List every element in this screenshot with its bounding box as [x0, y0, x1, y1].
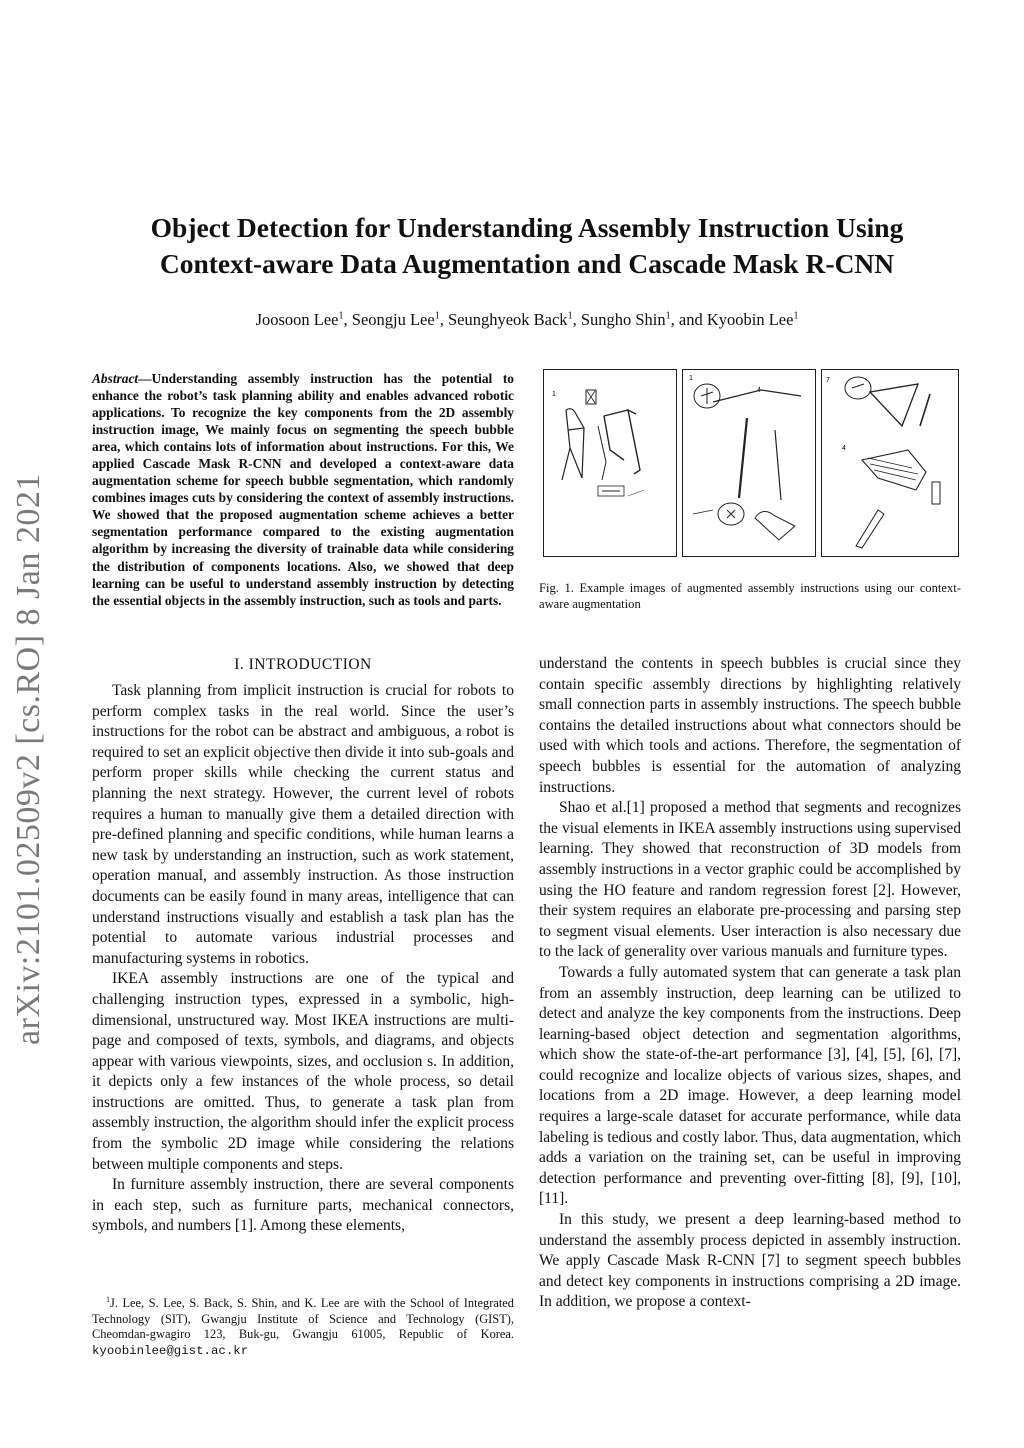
author-separator: , and: [670, 310, 707, 329]
footnote-email: kyoobinlee@gist.ac.kr: [92, 1343, 249, 1358]
abstract-text: Understanding assembly instruction has the potential to enhance the robot’s task planning ability and enables advanced robotic applications. To recognize the key components from the 2D assembly instruction image, We mainly focus on segmenting the speech bubble area, which contains lots of information about instructions. For this, We applied Cascade Mask R-CNN and developed a context-aware data augmentation scheme for speech bubble segmentation, which randomly combines images cuts by considering the context of assembly instructions. We showed that the proposed augmentation scheme achieves a better segmentation performance compared to the existing augmentation algorithm by increasing the diversity of trainable data while considering the distribution of components locations. Also, we showed that deep learning can be useful to understand assembly instruction by detecting the essential objects in the assembly instruction, such as tools and parts.: [92, 371, 514, 608]
author-affiliation-mark: 1: [567, 310, 573, 322]
paper-title: [100, 210, 954, 282]
footnote-mark: 1: [106, 1295, 110, 1304]
abstract: [92, 370, 514, 609]
author-separator: ,: [343, 310, 352, 329]
author-list: [100, 310, 954, 330]
body-paragraph: IKEA assembly instructions are one of the typical and challenging instruction types, expressed in a symbolic, high-dimensional, unstructured way. Most IKEA instructions are multi-page and composed of texts, symbols, and diagrams, and objects appear with various viewpoints, sizes, and occlusion s. In addition, it depicts only a few instances of the whole process, so detail instructions are omitted. Thus, to generate a task plan from assembly instruction, the algorithm should infer the explicit process from the symbolic 2D image while considering the relations between multiple components and steps.: [92, 970, 514, 1173]
body-paragraph: Task planning from implicit instruction is crucial for robots to perform complex tasks in the real world. Since the user’s instructions for the robot can be abstract and ambiguous, a robot is required to set an explicit objective then divide it into sub-goals and perform proper skills while checking the current status and planning the next strategy. However, the current level of robots requires a human to manually give them a detailed direction with pre-defined planning and specific conditions, while human learns a new task by understanding an instruction, such as work statement, operation manual, and assembly instruction. As those instruction documents can be easily found in many areas, intelligence that can understand instructions visually and establish a task plan has the potential to automate various industrial processes and manufacturing systems in robotics.: [92, 682, 514, 967]
body-paragraph: In furniture assembly instruction, there are several components in each step, such as furniture parts, mechanical connectors, symbols, and numbers [1]. Among these elements,: [92, 1176, 514, 1235]
author: Seongju Lee: [351, 310, 435, 329]
author: Kyoobin Lee: [706, 310, 794, 329]
abstract-label: Abstract: [92, 371, 139, 386]
body-paragraph: Shao et al.[1] proposed a method that segments and recognizes the visual elements in IKEA assembly instructions using supervised learning. They showed that reconstruction of 3D models from assembly instructions in a vector graphic could be accomplished by using the HO feature and random regression forest [2]. However, their system requires an elaborate pre-processing and parsing step to segment visual elements. User interaction is also necessary due to the lack of generality over various manuals and furniture types.: [539, 799, 961, 961]
footnote-text: J. Lee, S. Lee, S. Back, S. Shin, and K. Lee are with the School of Integrated Technology (SIT), Gwangju Institute of Science and Technology (GIST), Cheomdan-gwagiro 123, Buk-gu, Gwangju 61005, Republic of Korea.: [92, 1296, 514, 1342]
figure-step-number: 1: [689, 375, 693, 382]
figure-1: [543, 369, 959, 557]
title-line-1: Object Detection for Understanding Assembly Instruction Using: [150, 212, 904, 243]
figure-panel-3: [821, 369, 959, 557]
author: Sungho Shin: [580, 310, 666, 329]
author-affiliation-mark: 1: [665, 310, 671, 322]
figure-step-number: 4: [757, 387, 761, 394]
section-heading-introduction: I. INTRODUCTION: [234, 656, 372, 673]
author-affiliation-mark: 1: [434, 310, 440, 322]
abstract-dash: —: [138, 371, 152, 386]
chair-drawing-icon: [544, 370, 675, 555]
figure-panel-2: [682, 369, 816, 557]
figure-step-number: 4: [842, 445, 846, 452]
body-paragraph: Towards a fully automated system that can generate a task plan from an assembly instruction, deep learning can be utilized to detect and analyze the key components from the instructions. Deep learning-based object detection and segmentation algorithms, which show the state-of-the-art performance [3], [4], [5], [6], [7], could recognize and localize objects of various sizes, shapes, and locations from a 2D image. However, a deep learning model requires a large-scale dataset for accurate performance, while data labeling is tedious and costly labor. Thus, data augmentation, which adds a variation on the training set, can be useful in improving detection performance and preventing over-fitting [8], [9], [10], [11].: [539, 963, 961, 1208]
author: Joosoon Lee: [255, 310, 339, 329]
arxiv-stamp: arXiv:2101.02509v2 [cs.RO] 8 Jan 2021: [10, 473, 47, 1045]
right-column-body: [539, 654, 961, 1313]
author-separator: ,: [439, 310, 448, 329]
title-line-2: Context-aware Data Augmentation and Cascade Mask R-CNN: [159, 248, 895, 279]
assembly-step-drawing-icon: [683, 370, 814, 555]
figure-step-number: 7: [826, 377, 830, 384]
author: Seunghyeok Back: [447, 310, 568, 329]
figure-caption: Fig. 1. Example images of augmented assembly instructions using our context-aware augmentation: [539, 581, 961, 611]
body-paragraph: In this study, we present a deep learning-based method to understand the assembly process depicted in assembly instruction. We apply Cascade Mask R-CNN [7] to segment speech bubbles and detect key components in instructions comprising a 2D image. In addition, we propose a context-: [539, 1211, 961, 1311]
figure-panel-1: [543, 369, 677, 557]
author-affiliation-mark: 1: [338, 310, 344, 322]
author-affiliation-mark: 1: [793, 310, 799, 322]
left-column-body: [92, 681, 514, 1237]
chair-parts-drawing-icon: [822, 370, 957, 555]
author-separator: ,: [572, 310, 581, 329]
figure-step-number: 1: [552, 391, 556, 398]
footnote: [92, 1292, 514, 1360]
body-paragraph: understand the contents in speech bubbles is crucial since they contain specific assembly directions by highlighting relatively small connection parts in assembly instructions. The speech bubble contains the detailed instructions about what connectors should be used with which tools and actions. Therefore, the segmentation of speech bubbles is essential for the automation of analyzing instructions.: [539, 655, 961, 796]
